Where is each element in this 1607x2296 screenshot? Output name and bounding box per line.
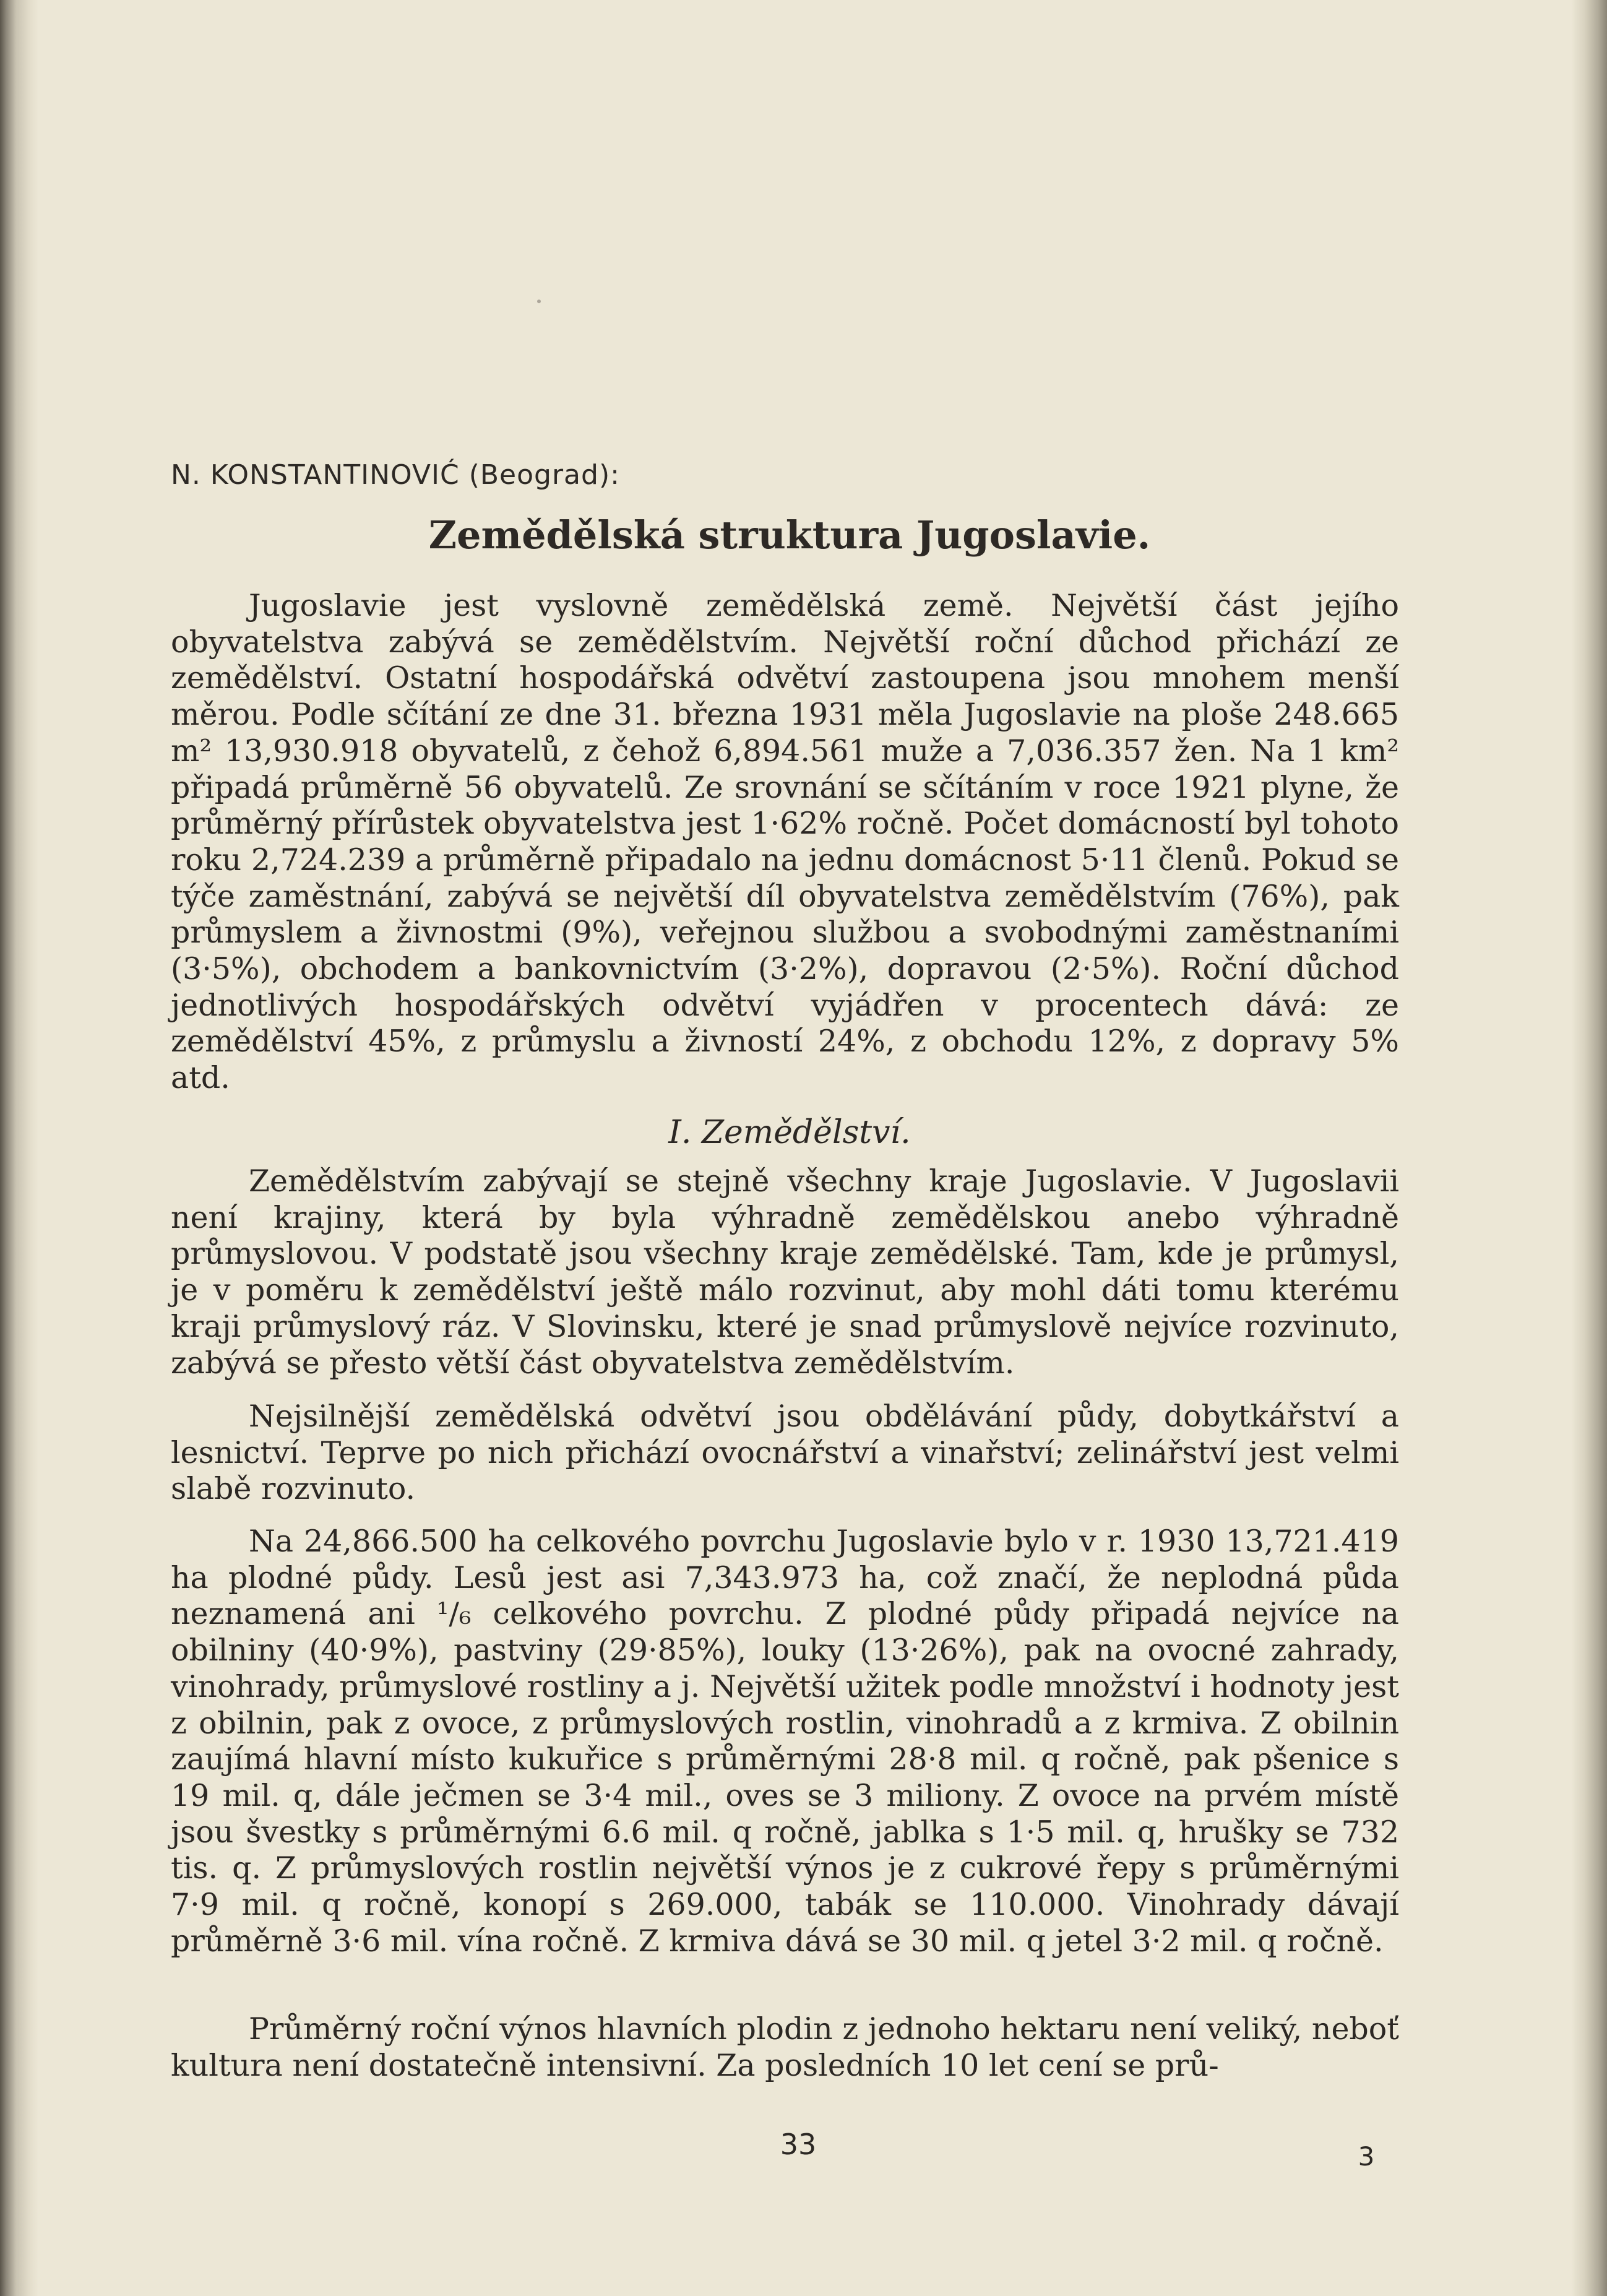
body-paragraph-2: Nejsilnější zemědělská odvětví jsou obdělávání půdy, dobytkářství a lesnictví. Teprve po nich přichází ovocnářství a vinařství; zelinářství jest velmi slabě rozvinuto. xyxy=(171,1399,1399,1507)
body-paragraph-3: Na 24,866.500 ha celkového povrchu Jugoslavie bylo v r. 1930 13,721.419 ha plodné půdy. Lesů jest asi 7,343.973 ha, což značí, že neplodná půda neznamená ani ¹/₆ celkového povrchu. Z plodné půdy připadá nejvíce na obilniny (40·9%), pastviny (29·85%), louky (13·26%), pak na ovocné zahrady, vinohrady, průmyslové rostliny a j. Největší užitek podle množství i hodnoty jest z obilnin, pak z ovoce, z průmyslových rostlin, vinohradů a z krmiva. Z obilnin zaujímá hlavní místo kukuřice s průměrnými 28·8 mil. q ročně, pak pšenice s 19 mil. q, dále ječmen se 3·4 mil., oves se 3 miliony. Z ovoce na prvém místě jsou švestky s průměrnými 6.6 mil. q ročně, jablka s 1·5 mil. q, hrušky se 732 tis. q. Z průmyslových rostlin největší výnos je z cukrové řepy s průměrnými 7·9 mil. q ročně, konopí s 269.000, tabák se 110.000. Vinohrady dávají průměrně 3·6 mil. vína ročně. Z krmiva dává se 30 mil. q jetel 3·2 mil. q ročně. xyxy=(171,1524,1399,1959)
paper-speck xyxy=(537,300,541,303)
page-edge-shadow xyxy=(1571,0,1607,2296)
author-byline: N. KONSTANTINOVIĆ (Beograd): xyxy=(171,459,620,491)
page-number: 33 xyxy=(780,2128,817,2161)
article-title: Zemědělská struktura Jugoslavie. xyxy=(428,512,1151,558)
body-paragraph-1: Zemědělstvím zabývají se stejně všechny kraje Jugoslavie. V Jugoslavii není krajiny, která by byla výhradně zemědělskou anebo výhradně průmyslovou. V podstatě jsou všechny kraje zemědělské. Tam, kde je průmysl, je v poměru k zemědělství ještě málo rozvinut, aby mohl dáti tomu kterému kraji průmyslový ráz. V Slovinsku, které je snad průmyslově nejvíce rozvinuto, zabývá se přesto větší část obyvatelstva zemědělstvím. xyxy=(171,1163,1399,1381)
intro-paragraph: Jugoslavie jest vyslovně zemědělská země. Největší část jejího obyvatelstva zabývá se zemědělstvím. Největší roční důchod přichází ze zemědělství. Ostatní hospodářská odvětví zastoupena jsou mnohem menší měrou. Podle sčítání ze dne 31. března 1931 měla Jugoslavie na ploše 248.665 m² 13,930.918 obyvatelů, z čehož 6,894.561 muže a 7,036.357 žen. Na 1 km² připadá průměrně 56 obyvatelů. Ze srovnání se sčítáním v roce 1921 plyne, že průměrný přírůstek obyvatelstva jest 1·62% ročně. Počet domácností byl tohoto roku 2,724.239 a průměrně připadalo na jednu domácnost 5·11 členů. Pokud se týče zaměstnání, zabývá se největší díl obyvatelstva zemědělstvím (76%), pak průmyslem a živnostmi (9%), veřejnou službou a svobodnými zaměstnaními (3·5%), obchodem a bankovnictvím (3·2%), dopravou (2·5%). Roční důchod jednotlivých hospodářských odvětví vyjádřen v procentech dává: ze zemědělství 45%, z průmyslu a živností 24%, z obchodu 12%, z dopravy 5% atd. xyxy=(171,588,1399,1096)
signature-mark: 3 xyxy=(1358,2141,1375,2172)
body-paragraph-4: Průměrný roční výnos hlavních plodin z jednoho hektaru není veliký, neboť kultura není dostatečně intensivní. Za posledních 10 let cení se prů- xyxy=(171,2011,1399,2083)
section-heading: I. Zemědělství. xyxy=(668,1114,911,1151)
binding-shadow xyxy=(0,0,38,2296)
